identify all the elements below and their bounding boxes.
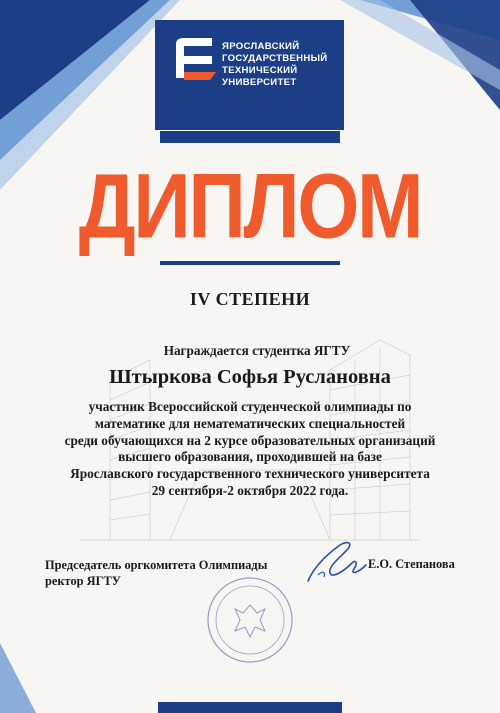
- signer-title-line: ректор ЯГТУ: [45, 574, 121, 588]
- description-line: среди обучающихся на 2 курсе образовательных организаций: [64, 432, 436, 448]
- signer-title: [45, 557, 267, 589]
- awarded-line: Награждается студентка ЯГТУ: [163, 343, 351, 358]
- recipient-name: Штыркова Софья Руслановна: [109, 366, 391, 388]
- description-line: участник Всероссийской студенческой олимпиады по: [88, 399, 412, 414]
- university-logo-block: [155, 20, 344, 130]
- diploma-degree: IV СТЕПЕНИ: [189, 289, 311, 309]
- description-line: математике для нематематических специальностей: [94, 415, 406, 431]
- university-name: [222, 41, 342, 89]
- description-line: высшего образования, проходившей на базе: [118, 449, 382, 465]
- description-line: Ярославского государственного технического университета: [70, 466, 430, 482]
- title-underline: [160, 261, 340, 265]
- header-divider-bar: [160, 131, 340, 143]
- decorative-corner-bottom-left: [0, 633, 40, 713]
- signer-title-line: Председатель оргкомитета Олимпиады: [45, 558, 268, 572]
- diploma-title: ДИПЛОМ: [78, 154, 422, 258]
- university-name-line: ГОСУДАРСТВЕННЫЙ: [222, 53, 328, 64]
- university-name-line: ТЕХНИЧЕСКИЙ: [222, 65, 298, 76]
- university-name-line: УНИВЕРСИТЕТ: [222, 77, 297, 88]
- handwritten-signature: [300, 537, 370, 587]
- university-name-line: ЯРОСЛАВСКИЙ: [222, 41, 300, 52]
- award-description: [30, 399, 470, 500]
- description-line: 29 сентября-2 октября 2022 года.: [151, 482, 349, 498]
- university-logo-icon: [176, 38, 216, 88]
- footer-bar: [158, 702, 342, 713]
- signer-name: Е.О. Степанова: [368, 557, 455, 571]
- decorative-corner-top-right: [340, 0, 500, 120]
